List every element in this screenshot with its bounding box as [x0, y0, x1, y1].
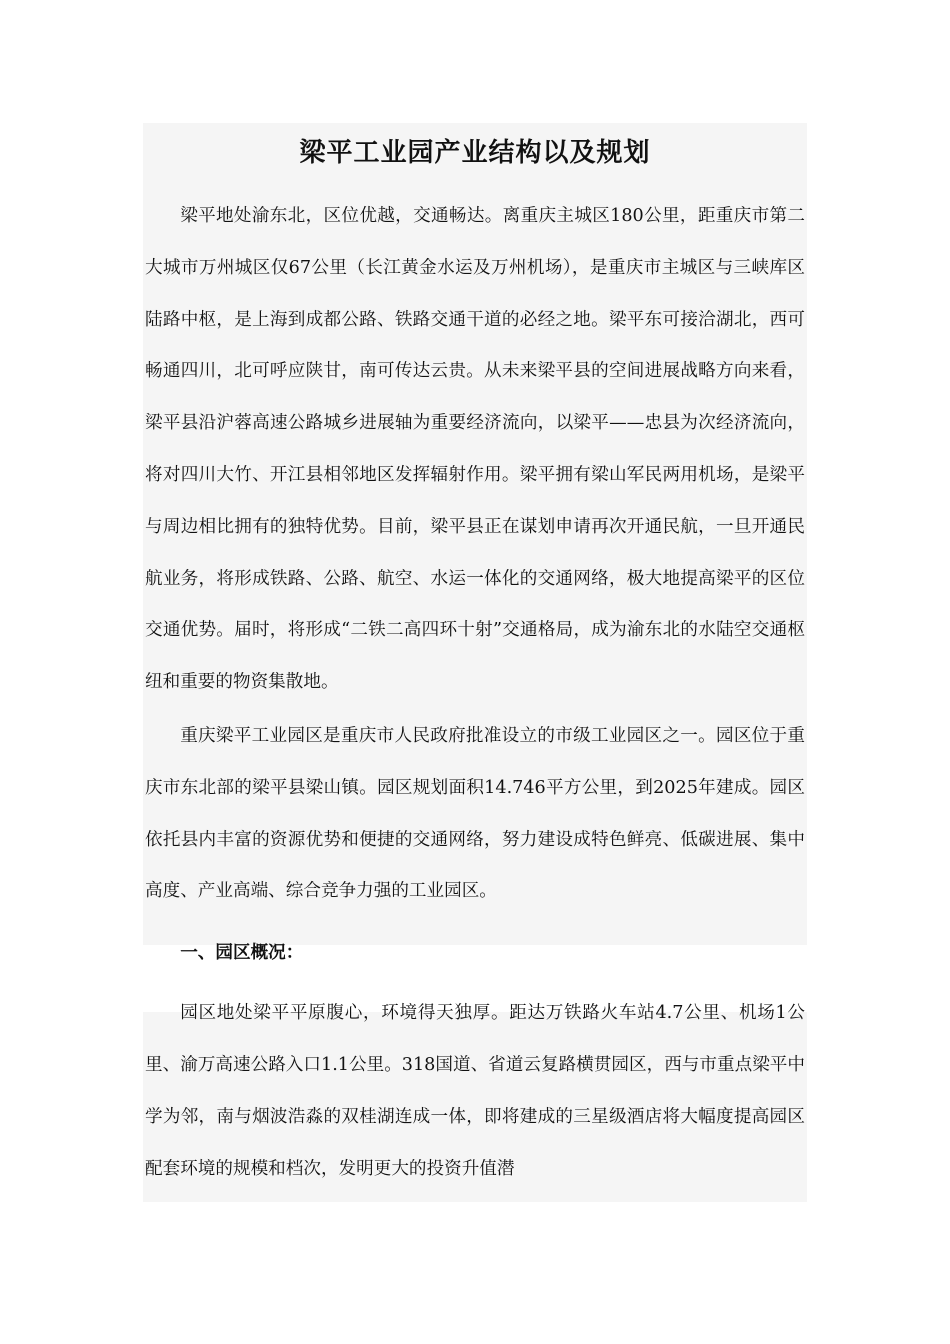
section-heading: 一、园区概况： — [180, 943, 304, 964]
document-body — [145, 123, 805, 1195]
paragraph-park-intro: 重庆梁平工业园区是重庆市人民政府批准设立的市级工业园区之一。园区位于重庆市东北部的梁平县梁山镇。园区规划面积14.746平方公里，到2025年建成。园区依托县内丰富的资源优势和便捷的交通网络，努力建设成特色鲜亮、低碳进展、集中高度、产业高端、综合竞争力强的工业园区。 — [145, 725, 805, 902]
document-title: 梁平工业园产业结构以及规划 — [299, 138, 651, 168]
paragraph-location: 梁平地处渝东北，区位优越，交通畅达。离重庆主城区180公里，距重庆市第二大城市万州城区仅67公里（长江黄金水运及万州机场），是重庆市主城区与三峡库区陆路中枢，是上海到成都公路、铁路交通干道的必经之地。梁平东可接洽湖北，西可畅通四川，北可呼应陕甘，南可传达云贵。从未来梁平县的空间进展战略方向来看，梁平县沿沪蓉高速公路城乡进展轴为重要经济流向，以梁平——忠县为次经济流向，将对四川大竹、开江县相邻地区发挥辐射作用。梁平拥有梁山军民两用机场，是梁平与周边相比拥有的独特优势。目前，梁平县正在谋划申请再次开通民航，一旦开通民航业务，将形成铁路、公路、航空、水运一体化的交通网络，极大地提高梁平的区位交通优势。届时，将形成“二铁二高四环十射”交通格局，成为渝东北的水陆空交通枢纽和重要的物资集散地。 — [145, 206, 805, 693]
paragraph-park-overview: 园区地处梁平平原腹心，环境得天独厚。距达万铁路火车站4.7公里、机场1公里、渝万高速公路入口1.1公里。318国道、省道云复路横贯园区，西与市重点梁平中学为邻，南与烟波浩淼的双桂湖连成一体，即将建成的三星级酒店将大幅度提高园区配套环境的规模和档次，发明更大的投资升值潜 — [145, 1003, 805, 1179]
